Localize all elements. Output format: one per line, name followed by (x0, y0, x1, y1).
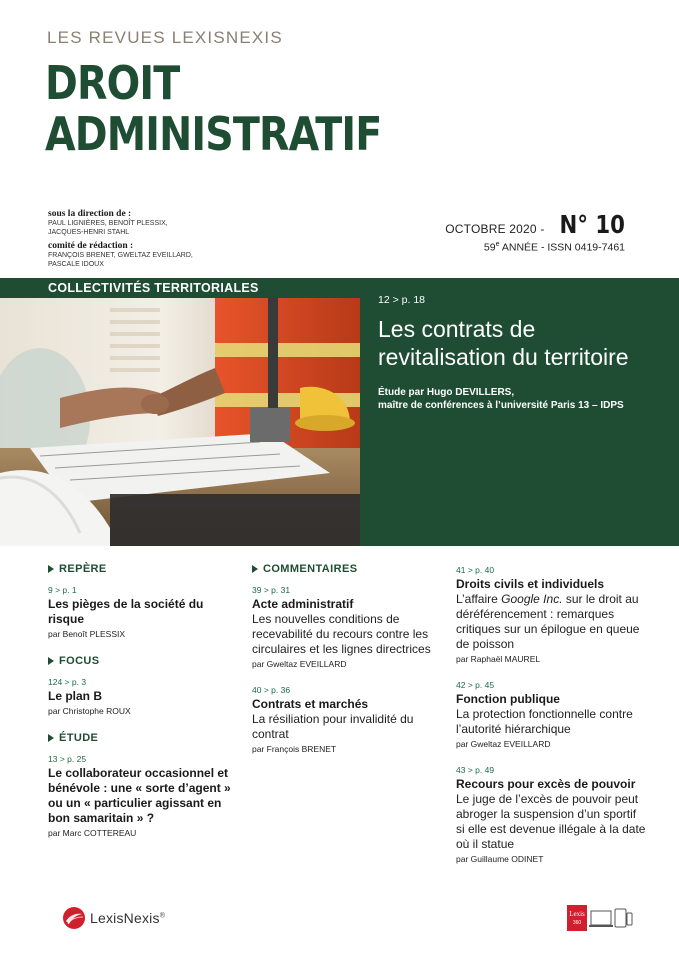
entry-description: La protection fonctionnelle contre l’autorité hiérarchique (456, 707, 633, 736)
entry-ref: 124 > p. 3 (48, 677, 87, 687)
entry-title[interactable]: Fonction publique (456, 692, 560, 706)
toc-entry[interactable] (252, 585, 437, 669)
toc-entry[interactable] (48, 754, 238, 838)
entry-author: par Gweltaz EVEILLARD (456, 739, 551, 749)
column-2 (252, 563, 437, 766)
issue-month: OCTOBRE 2020 - (445, 222, 549, 236)
column-3 (456, 565, 646, 876)
direction-block (48, 209, 268, 273)
revue-title (45, 58, 381, 160)
year-sup: e (495, 241, 500, 248)
direction-names-line: JACQUES-HENRI STAHL (48, 228, 130, 236)
toc-entry[interactable] (48, 677, 238, 716)
entry-ref: 40 > p. 36 (252, 685, 291, 695)
lexis360-badge-text: Lexis (569, 910, 585, 918)
entry-author: par Christophe ROUX (48, 706, 131, 716)
entry-author: par Gweltaz EVEILLARD (252, 659, 347, 669)
triangle-bullet-icon (48, 565, 54, 573)
entry-description (456, 592, 646, 652)
entry-title[interactable]: Droits civils et individuels (456, 577, 605, 591)
issue-row (445, 210, 625, 239)
section-label: FOCUS (59, 655, 100, 667)
lexisnexis-logo[interactable] (62, 906, 165, 930)
entry-description: Le juge de l’excès de pouvoir peut abroger la suspension d’un sportif si elle est devenue illégale à la date où il statue (456, 792, 646, 851)
entry-description: Les nouvelles conditions de recevabilité du recours contre les circulaires et les lignes directrices (252, 612, 431, 656)
entry-author: par François BRENET (252, 744, 337, 754)
feature-author-line: maître de conférences à l’université Paris 13 – IDPS (378, 400, 624, 411)
feature-headline[interactable]: Les contrats de revitalisation du territoire (378, 316, 629, 370)
entry-author: par Guillaume ODINET (456, 854, 544, 864)
entry-ref: 9 > p. 1 (48, 585, 77, 595)
issue-year (445, 241, 625, 254)
entry-title[interactable]: Contrats et marchés (252, 697, 369, 711)
lexis360-badge-sub: 360 (572, 920, 582, 926)
desc-part: sur le droit au déréférencement : remarques critiques sur un épilogue en queue de poisson (456, 592, 640, 651)
triangle-bullet-icon (48, 734, 54, 742)
comite-names-line: PASCALE IDOUX (48, 260, 104, 268)
brand-reg: ® (159, 912, 166, 920)
direction-label: sous la direction de : (48, 209, 132, 219)
entry-author: par Marc COTTEREAU (48, 828, 137, 838)
year-number: 59 (483, 241, 496, 254)
direction-names-line: PAUL LIGNIÈRES, BENOÎT PLESSIX, (48, 220, 168, 227)
toc-entry[interactable] (456, 680, 646, 749)
entry-ref: 43 > p. 49 (456, 765, 495, 775)
column-1 (48, 563, 238, 850)
entry-ref: 42 > p. 45 (456, 680, 495, 690)
title-line-2: ADMINISTRATIF (45, 107, 382, 161)
direction-names (48, 220, 268, 237)
feature-author-line: Étude par Hugo DEVILLERS, (378, 387, 515, 398)
entry-ref: 41 > p. 40 (456, 565, 495, 575)
toc-entry[interactable] (252, 685, 437, 754)
toc-entry[interactable] (456, 565, 646, 664)
device-icons (567, 905, 633, 933)
comite-label: comité de rédaction : (48, 241, 134, 251)
feature-article[interactable] (378, 294, 668, 412)
desc-part: L’affaire (456, 592, 502, 606)
section-tag: COLLECTIVITÉS TERRITORIALES (0, 278, 360, 298)
entry-title[interactable]: Le plan B (48, 689, 103, 703)
triangle-bullet-icon (48, 657, 54, 665)
section-label: ÉTUDE (59, 732, 99, 744)
comite-names-line: FRANÇOIS BRENET, GWELTAZ EVEILLARD, (48, 252, 193, 259)
section-commentaires (252, 563, 437, 575)
revue-serie: LES REVUES LEXISNEXIS (47, 28, 283, 47)
section-etude (48, 732, 238, 744)
triangle-bullet-icon (252, 565, 258, 573)
feature-photo (0, 298, 360, 546)
issue-info (445, 210, 625, 254)
entry-title[interactable]: Le collaborateur occasionnel et bénévole : une « sorte d’agent » ou un « particulier agissant en bon samaritain » ? (48, 766, 231, 825)
comite-names (48, 252, 268, 269)
entry-title[interactable]: Acte administratif (252, 597, 354, 611)
entry-description: La résiliation pour invalidité du contrat (252, 712, 414, 741)
issue-number: N° 10 (559, 210, 625, 239)
feature-ref: 12 > p. 18 (378, 294, 425, 306)
title-line-1: DROIT (45, 56, 180, 110)
entry-author: par Raphaël MAUREL (456, 654, 541, 664)
brand-name: LexisNexis (90, 910, 160, 926)
toc-entry[interactable] (456, 765, 646, 864)
entry-ref: 13 > p. 25 (48, 754, 87, 764)
entry-ref: 39 > p. 31 (252, 585, 291, 595)
section-focus (48, 655, 238, 667)
section-label: REPÈRE (59, 563, 107, 575)
entry-title[interactable]: Les pièges de la société du risque (48, 597, 204, 626)
handshake-photo-illustration (0, 298, 360, 546)
desc-emphasis: Google Inc. (501, 592, 563, 606)
entry-author: par Benoît PLESSIX (48, 629, 126, 639)
section-label: COMMENTAIRES (263, 563, 358, 575)
section-repere (48, 563, 238, 575)
year-issn: ANNÉE - ISSN 0419-7461 (499, 241, 625, 254)
feature-author (378, 386, 668, 412)
entry-title[interactable]: Recours pour excès de pouvoir (456, 777, 636, 791)
toc-entry[interactable] (48, 585, 238, 639)
lexisnexis-wordmark (90, 910, 165, 926)
lexisnexis-logo-icon (62, 906, 86, 930)
